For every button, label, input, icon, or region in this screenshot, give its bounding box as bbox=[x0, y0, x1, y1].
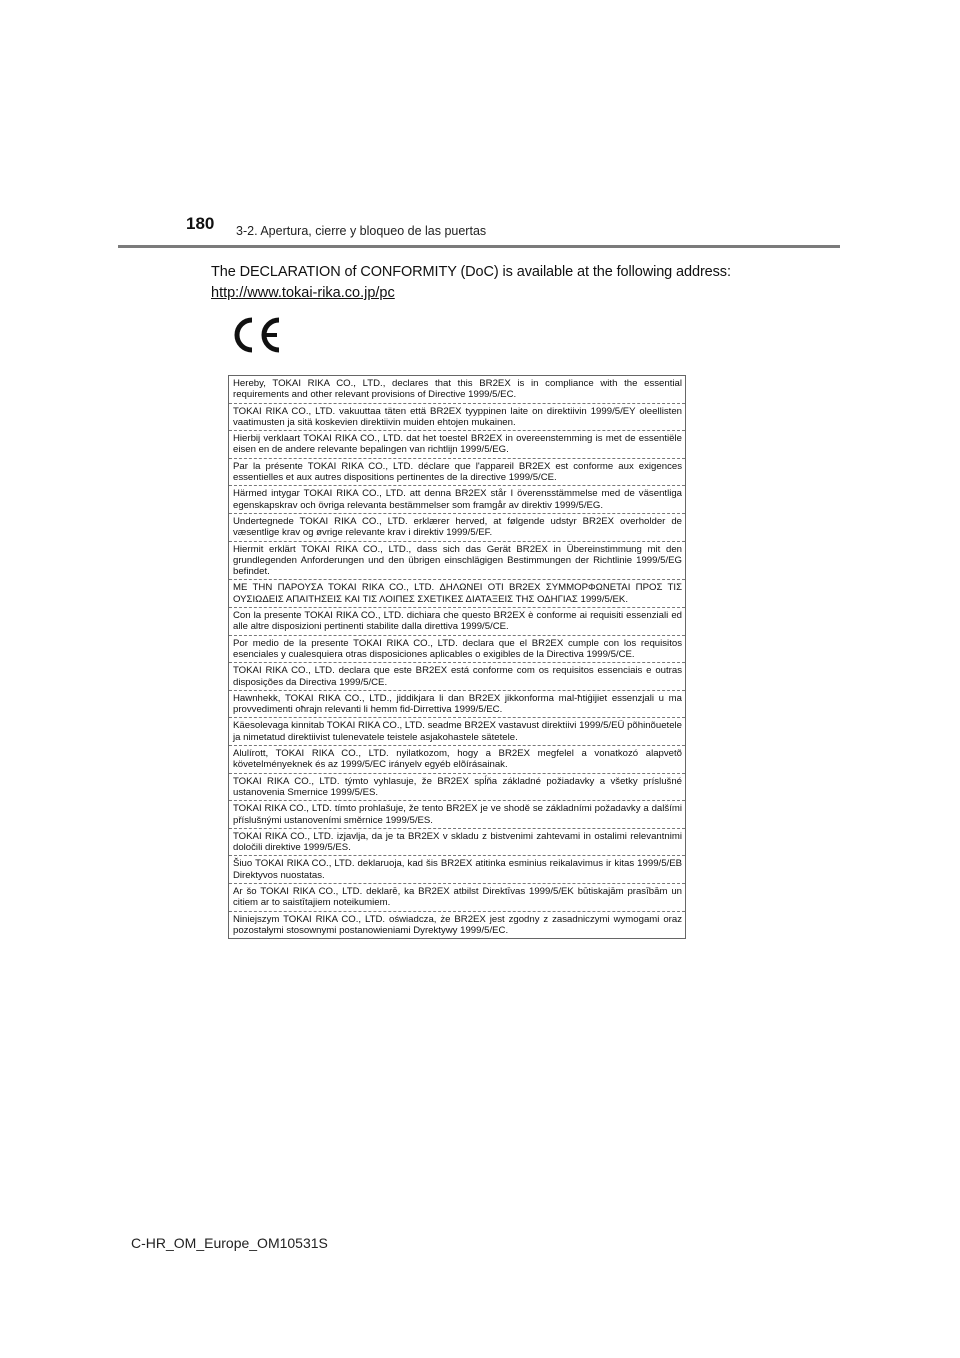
declaration-spanish: Por medio de la presente TOKAI RIKA CO., LTD. declara que el BR2EX cumple con los requisitos esenciales y cualesquiera otras disposiciones aplicables o exigibles de la Directiva 1999/5/CE. bbox=[229, 636, 685, 664]
header-rule bbox=[118, 245, 840, 248]
declaration-german: Hiermit erklärt TOKAI RIKA CO., LTD., dass sich das Gerät BR2EX in Übereinstimmung mit den grundlegenden Anforderungen und den übrigen einschlägigen Bestimmungen der Richtlinie 1999/5/EG befindet. bbox=[229, 542, 685, 581]
declaration-italian: Con la presente TOKAI RIKA CO., LTD. dichiara che questo BR2EX è conforme ai requisiti essenziali ed alle altre disposizioni pertinenti stabilite dalla direttiva 1999/5/CE. bbox=[229, 608, 685, 636]
doc-availability-text: The DECLARATION of CONFORMITY (DoC) is available at the following address: bbox=[211, 264, 731, 280]
declaration-maltese: Hawnhekk, TOKAI RIKA CO., LTD., jiddikjara li dan BR2EX jikkonforma mal-ħtiġijiet essenzjali u ma provvedimenti oħrajn relevanti li hemm fid-Dirrettiva 1999/5/EC. bbox=[229, 691, 685, 719]
declaration-dutch: Hierbij verklaart TOKAI RIKA CO., LTD. dat het toestel BR2EX in overeenstemming is met de essentiële eisen en de andere relevante bepalingen van richtlijn 1999/5/EG. bbox=[229, 431, 685, 459]
declaration-english: Hereby, TOKAI RIKA CO., LTD., declares that this BR2EX is in compliance with the essential requirements and other relevant provisions of Directive 1999/5/EC. bbox=[229, 376, 685, 404]
declaration-polish: Niniejszym TOKAI RIKA CO., LTD. oświadcza, że BR2EX jest zgodny z zasadniczymi wymogami oraz pozostałymi stosownymi postanowieniami Dyrektywy 1999/5/EC. bbox=[233, 913, 682, 936]
declaration-finnish: TOKAI RIKA CO., LTD. vakuuttaa täten että BR2EX tyyppinen laite on direktiivin 1999/5/EY oleellisten vaatimusten ja sitä koskevien direktiivin muiden ehtojen mukainen. bbox=[229, 404, 685, 432]
declaration-lithuanian: Šiuo TOKAI RIKA CO., LTD. deklaruoja, kad šis BR2EX atitinka esminius reikalavimus ir kitas 1999/5/EB Direktyvos nuostatas. bbox=[229, 856, 685, 884]
declaration-latvian: Ar šo TOKAI RIKA CO., LTD. deklarē, ka BR2EX atbilst Direktīvas 1999/5/EK būtiskajām prasībām un citiem ar to saistītajiem noteikumiem. bbox=[229, 884, 685, 912]
footer-model-code: C-HR_OM_Europe_OM10531S bbox=[131, 1235, 328, 1251]
declaration-swedish: Härmed intygar TOKAI RIKA CO., LTD. att denna BR2EX står I överensstämmelse med de väsentliga egenskapskrav och övriga relevanta bestämmelser som framgår av direktiv 1999/5/EG. bbox=[229, 486, 685, 514]
declaration-french: Par la présente TOKAI RIKA CO., LTD. déclare que l'appareil BR2EX est conforme aux exigences essentielles et aux autres dispositions pertinentes de la directive 1999/5/CE. bbox=[229, 459, 685, 487]
doc-url-link[interactable]: http://www.tokai-rika.co.jp/pc bbox=[211, 285, 395, 301]
declaration-portuguese: TOKAI RIKA CO., LTD. declara que este BR2EX está conforme com os requisitos essenciais e outras disposições da Directiva 1999/5/CE. bbox=[229, 663, 685, 691]
declaration-slovak: TOKAI RIKA CO., LTD. týmto vyhlasuje, že BR2EX spĺňa základné požiadavky a všetky príslušné ustanovenia Smernice 1999/5/ES. bbox=[229, 774, 685, 802]
declaration-hungarian: Alulírott, TOKAI RIKA CO., LTD. nyilatkozom, hogy a BR2EX megfelel a vonatkozó alapvetõ követelményeknek és az 1999/5/EC irányelv egyéb elõírásainak. bbox=[229, 746, 685, 774]
section-title: 3-2. Apertura, cierre y bloqueo de las puertas bbox=[236, 224, 487, 238]
page-number: 180 bbox=[186, 214, 215, 233]
declaration-table bbox=[228, 375, 686, 939]
ce-mark-icon bbox=[228, 314, 286, 356]
declaration-danish: Undertegnede TOKAI RIKA CO., LTD. erklærer herved, at følgende udstyr BR2EX overholder de væsentlige krav og øvrige relevante krav i direktiv 1999/5/EF. bbox=[229, 514, 685, 542]
declaration-slovenian: TOKAI RIKA CO., LTD. izjavlja, da je ta BR2EX v skladu z bistvenimi zahtevami in ostalimi relevantnimi določili direktive 1999/5/ES. bbox=[229, 829, 685, 857]
declaration-greek: ΜΕ ΤΗΝ ΠΑΡΟΥΣΑ TOKAI RIKA CO., LTD. ΔΗΛΩΝΕΙ ΟΤΙ BR2EX ΣΥΜΜΟΡΦΩΝΕΤΑΙ ΠΡΟΣ ΤΙΣ ΟΥΣΙΩΔΕΙΣ ΑΠΑΙΤΗΣΕΙΣ ΚΑΙ ΤΙΣ ΛΟΙΠΕΣ ΣΧΕΤΙΚΕΣ ΔΙΑΤΑΞΕΙΣ ΤΗΣ ΟΔΗΓΙΑΣ 1999/5/ΕΚ. bbox=[229, 580, 685, 608]
declaration-czech: TOKAI RIKA CO., LTD. tímto prohlašuje, že tento BR2EX je ve shodě se základními požadavky a dalšími příslušnými ustanoveními směrnice 1999/5/ES. bbox=[229, 801, 685, 829]
declaration-estonian: Käesolevaga kinnitab TOKAI RIKA CO., LTD. seadme BR2EX vastavust direktiivi 1999/5/EÜ põhinõuetele ja nimetatud direktiivist tulenevatele teistele asjakohastele sätetele. bbox=[229, 718, 685, 746]
